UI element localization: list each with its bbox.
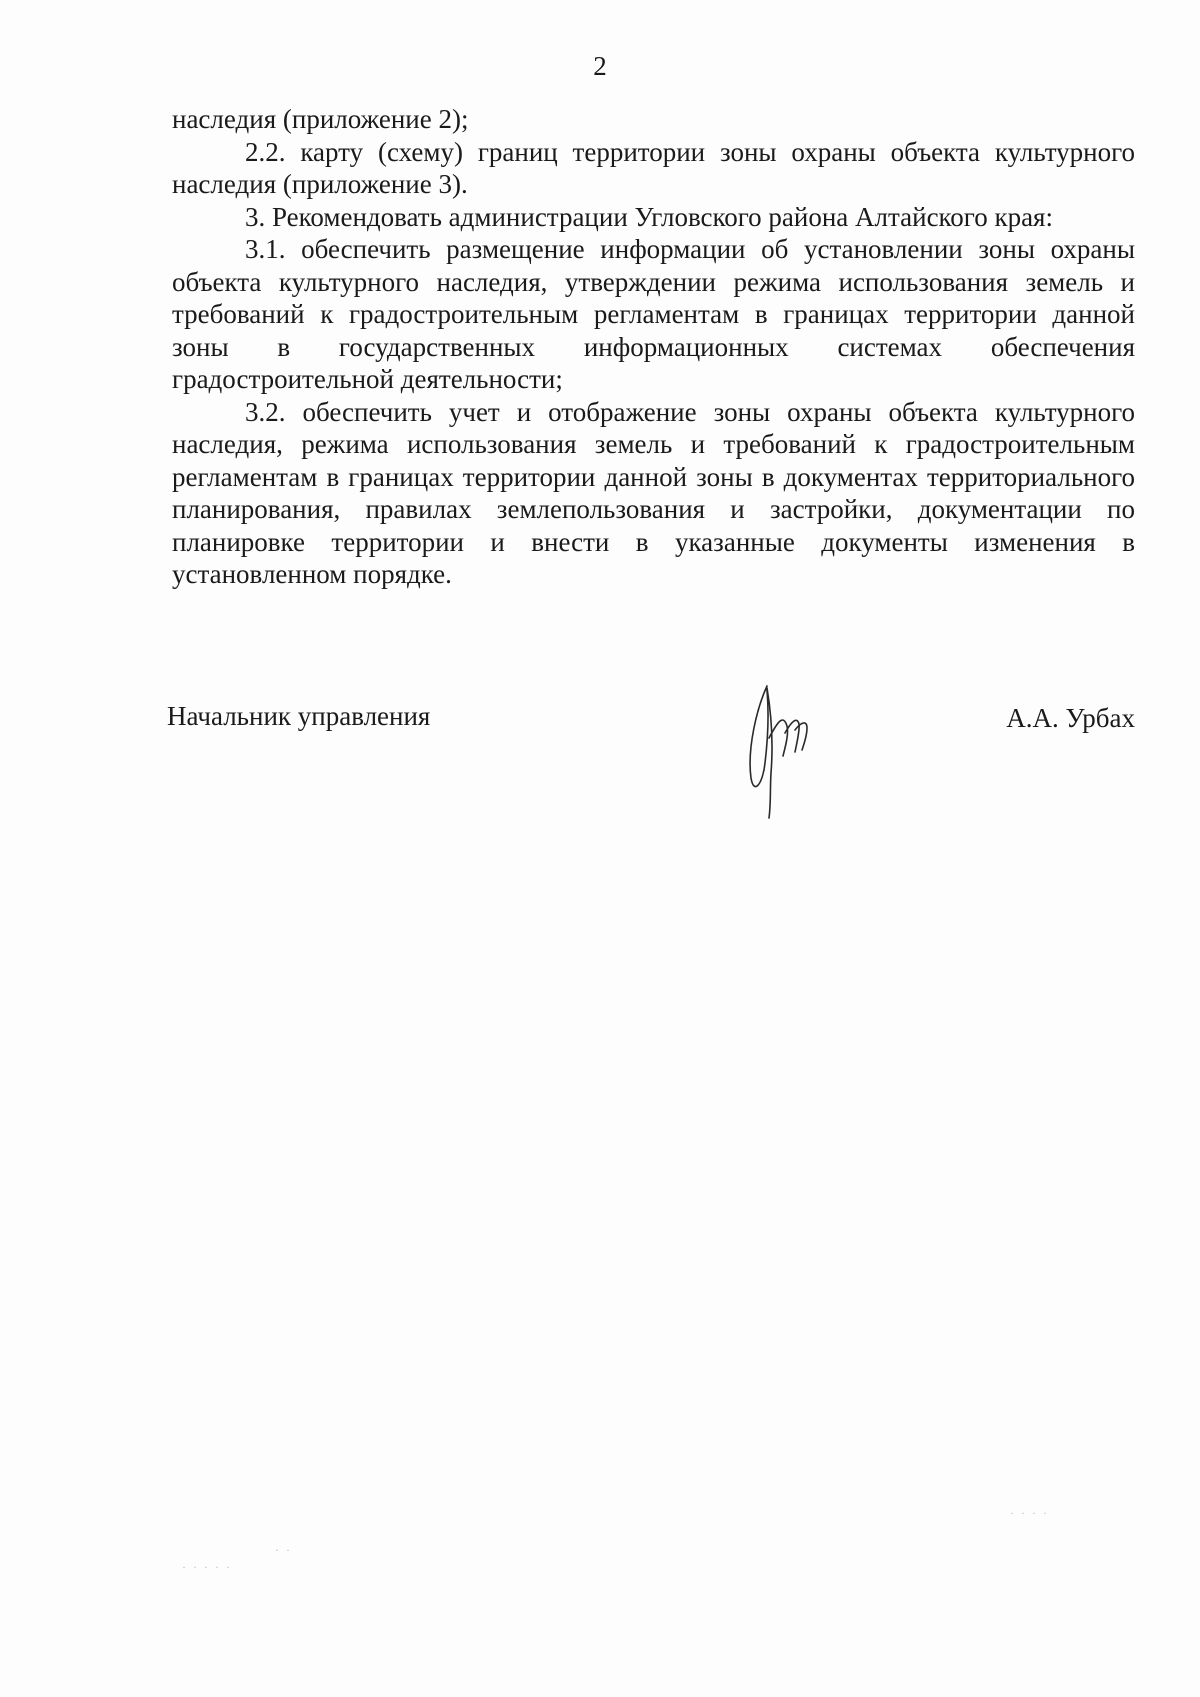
signer-name: А.А. Урбах xyxy=(1006,703,1135,733)
paragraph-3: 3. Рекомендовать администрации Угловского района Алтайского края: xyxy=(245,201,1053,232)
signer-position: Начальник управления xyxy=(167,701,431,731)
paragraph-continuation: наследия (приложение 2); xyxy=(172,104,469,134)
scan-artifact: · · xyxy=(275,1543,292,1557)
page-number: 2 xyxy=(593,51,607,81)
signature-block xyxy=(167,700,1135,820)
document-body xyxy=(172,103,1135,591)
paragraph-3-2: 3.2. обеспечить учет и отображение зоны охраны объекта культурного наследия, режима использования земель и требований к градостроительным регламентам в границах территории данной зоны в документах территориального планирования, правилах землепользования и застройки, документации по планировке территории и внести в указанные документы изменения в установленном порядке. xyxy=(172,396,1135,589)
scan-artifact: · · · · xyxy=(1010,1506,1049,1520)
paragraph-3-1: 3.1. обеспечить размещение информации об установлении зоны охраны объекта культурного наследия, утверждении режима использования земель и требований к градостроительным регламентам в границах территории данной зоны в государственных информационных системах обеспечения градостроительной деятельности; xyxy=(172,234,1135,394)
scan-artifact: · · · · · xyxy=(182,1560,232,1574)
paragraph-2-2: 2.2. карту (схему) границ территории зоны охраны объекта культурного наследия (приложение 3). xyxy=(172,136,1135,199)
handwritten-signature-icon xyxy=(727,678,837,823)
